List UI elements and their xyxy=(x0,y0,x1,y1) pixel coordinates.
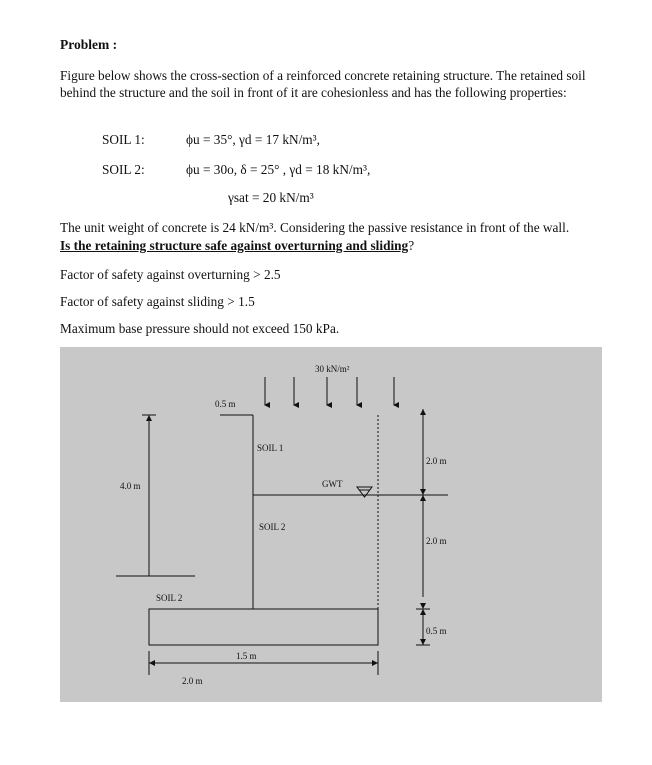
soil2-properties: ϕu = 30o, δ = 25° , γd = 18 kN/m³, xyxy=(186,162,371,177)
soil2-front-label: SOIL 2 xyxy=(156,593,183,603)
criterion-sliding: Factor of safety against sliding > 1.5 xyxy=(60,294,255,309)
soil1-properties: ϕu = 35°, γd = 17 kN/m³, xyxy=(186,132,320,147)
criterion-overturning: Factor of safety against overturning > 2.5 xyxy=(60,267,281,282)
problem-heading: Problem : xyxy=(60,37,118,52)
concrete-weight-line: The unit weight of concrete is 24 kN/m³. Considering the passive resistance in front of the wall. xyxy=(60,220,570,235)
front-height-label: 4.0 m xyxy=(120,481,141,491)
gwt-label: GWT xyxy=(322,479,343,489)
soil2-back-label: SOIL 2 xyxy=(259,522,286,532)
lower-layer-label: 2.0 m xyxy=(426,536,447,546)
heel-width-label: 1.5 m xyxy=(236,651,257,661)
upper-layer-label: 2.0 m xyxy=(426,456,447,466)
surcharge-label: 30 kN/m² xyxy=(315,364,350,374)
soil1-label: SOIL 1: xyxy=(102,132,145,147)
base-thickness-label: 0.5 m xyxy=(426,626,447,636)
problem-intro: Figure below shows the cross-section of a reinforced concrete retaining structure. The retained soil behind the structure and the soil in front of it are cohesionless and has the following properties: xyxy=(60,68,586,100)
question-line xyxy=(60,237,414,254)
figure-background xyxy=(60,347,602,702)
base-total-label: 2.0 m xyxy=(182,676,203,686)
criterion-base-pressure: Maximum base pressure should not exceed 150 kPa. xyxy=(60,321,340,336)
soil2-saturated-weight: γsat = 20 kN/m³ xyxy=(228,190,314,205)
question-text: Is the retaining structure safe against overturning and sliding xyxy=(60,238,409,253)
stem-width-label: 0.5 m xyxy=(215,399,236,409)
soil2-label: SOIL 2: xyxy=(102,162,145,177)
retaining-wall-figure xyxy=(60,347,602,702)
soil1-label-figure: SOIL 1 xyxy=(257,443,284,453)
question-mark: ? xyxy=(408,238,415,253)
